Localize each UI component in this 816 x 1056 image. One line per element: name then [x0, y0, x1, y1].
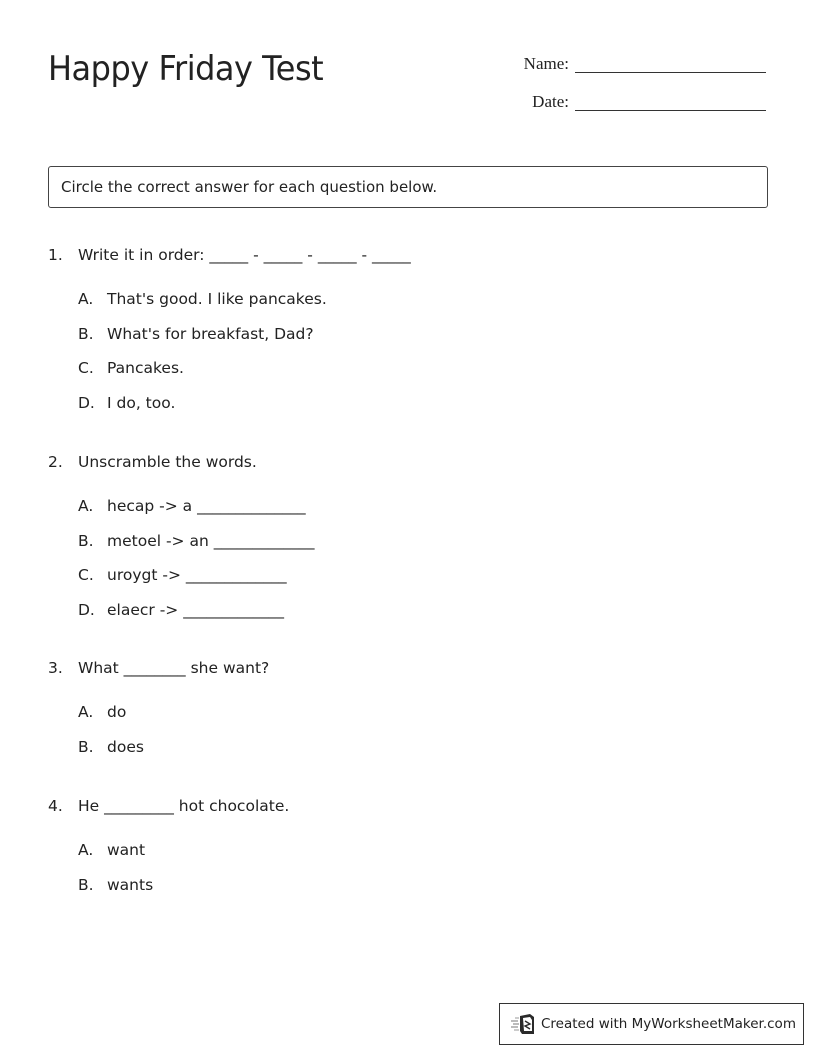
option-text: wants: [107, 875, 154, 894]
question-number: 3.: [48, 659, 63, 677]
answer-option[interactable]: [78, 357, 411, 379]
answer-options: [78, 839, 289, 896]
date-field[interactable]: [499, 92, 766, 112]
option-letter: A.: [78, 841, 94, 859]
answer-option[interactable]: [78, 495, 314, 517]
worksheet-maker-logo-icon: [510, 1012, 536, 1036]
question-3: [48, 657, 269, 770]
option-letter: B.: [78, 737, 94, 756]
answer-option[interactable]: [78, 874, 289, 896]
option-letter: A.: [78, 497, 94, 515]
answer-options: [78, 495, 314, 621]
option-letter: D.: [78, 393, 95, 412]
name-field[interactable]: [499, 54, 766, 74]
answer-option[interactable]: [78, 323, 411, 345]
name-blank-line[interactable]: [575, 72, 766, 73]
question-prompt: He _________ hot chocolate.: [78, 797, 290, 815]
answer-options: [78, 288, 411, 414]
option-letter: B.: [78, 875, 94, 894]
answer-option[interactable]: [78, 564, 314, 586]
created-with-badge[interactable]: [499, 1003, 804, 1045]
option-text: uroygt -> _____________: [107, 566, 287, 585]
date-blank-line[interactable]: [575, 110, 766, 111]
option-letter: A.: [78, 290, 94, 308]
option-text: Pancakes.: [107, 359, 184, 378]
question-prompt: Write it in order: _____ - _____ - _____ - _____: [78, 246, 411, 264]
option-letter: B.: [78, 531, 94, 550]
question-prompt: Unscramble the words.: [78, 453, 257, 471]
option-text: metoel -> an _____________: [107, 531, 315, 550]
instructions-box: [48, 166, 768, 208]
question-number: 2.: [48, 453, 63, 471]
date-label: Date:: [532, 92, 569, 111]
option-letter: D.: [78, 600, 95, 619]
answer-option[interactable]: [78, 701, 269, 723]
question-prompt: What ________ she want?: [78, 659, 270, 677]
option-letter: A.: [78, 703, 94, 721]
option-letter: C.: [78, 566, 94, 585]
answer-option[interactable]: [78, 288, 411, 310]
option-text: elaecr -> _____________: [107, 600, 284, 619]
answer-options: [78, 701, 269, 758]
option-text: I do, too.: [107, 393, 176, 412]
instructions-text: Circle the correct answer for each question below.: [61, 178, 438, 196]
question-2: [48, 451, 314, 633]
option-text: What's for breakfast, Dad?: [107, 324, 314, 343]
option-text: want: [107, 841, 146, 859]
answer-option[interactable]: [78, 392, 411, 414]
option-letter: B.: [78, 324, 94, 343]
question-number: 1.: [48, 246, 63, 264]
answer-option[interactable]: [78, 599, 314, 621]
answer-option[interactable]: [78, 839, 289, 861]
answer-option[interactable]: [78, 736, 269, 758]
page-title: Happy Friday Test: [48, 49, 324, 89]
option-text: That's good. I like pancakes.: [107, 290, 327, 308]
question-4: [48, 795, 289, 908]
option-letter: C.: [78, 359, 94, 378]
created-with-text[interactable]: Created with MyWorksheetMaker.com: [541, 1016, 796, 1032]
name-label: Name:: [523, 54, 569, 73]
question-1: [48, 244, 411, 426]
option-text: does: [107, 737, 144, 756]
question-number: 4.: [48, 797, 63, 815]
answer-option[interactable]: [78, 530, 314, 552]
option-text: hecap -> a ______________: [107, 497, 306, 515]
option-text: do: [107, 703, 127, 721]
